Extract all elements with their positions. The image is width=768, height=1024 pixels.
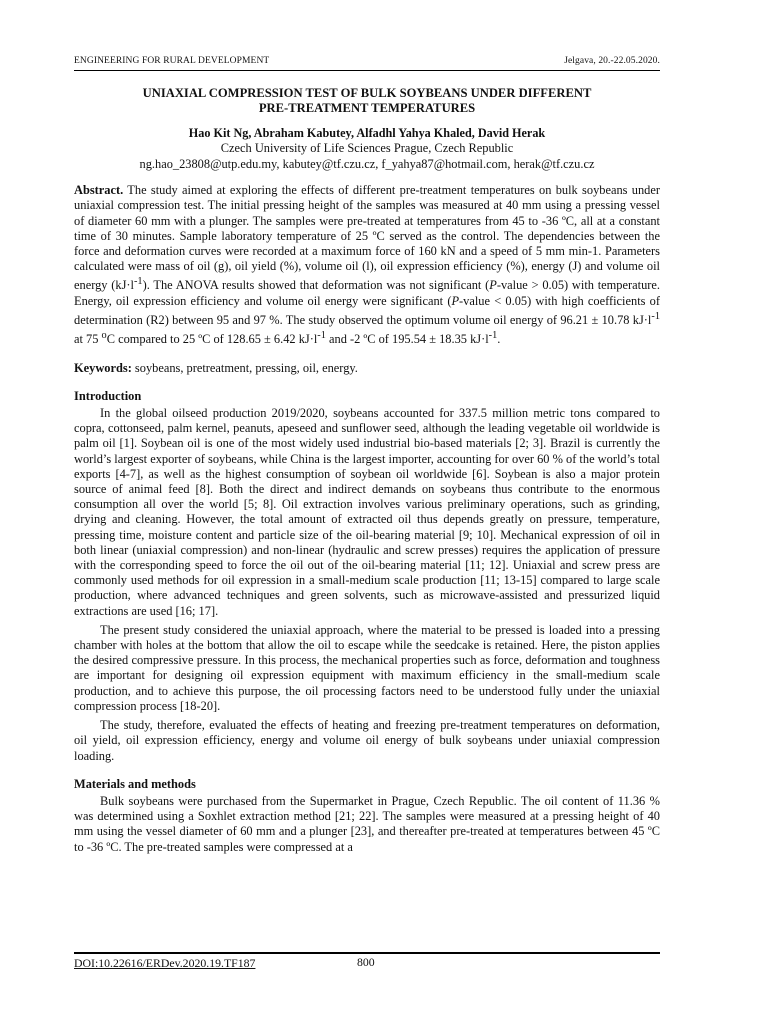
author-emails: ng.hao_23808@utp.edu.my, kabutey@tf.czu.cz, f_yahya87@hotmail.com, herak@tf.czu.cz (139, 156, 595, 171)
keywords-text: soybeans, pretreatment, pressing, oil, energy. (131, 360, 358, 375)
italic-p: P (489, 278, 497, 293)
superscript: -1 (133, 276, 143, 288)
methods-paragraph-1: Bulk soybeans were purchased from the Supermarket in Prague, Czech Republic. The oil content of 11.36 % was determined using a Soxhlet extraction method [21; 22]. The samples were measured at a pressing height of 40 mm using the vessel diameter of 60 mm and a plunger [23], and thereafter pre-treated at temperatures between 45 ºC to -36 ºC. The pre-treated samples were compressed at a (74, 793, 660, 854)
introduction-heading: Introduction (74, 388, 142, 403)
doi-link[interactable]: DOI:10.22616/ERDev.2020.19.TF187 (74, 956, 256, 970)
abstract-paragraph (74, 183, 660, 347)
keywords-label: Keywords: (74, 360, 132, 375)
abstract-text: C compared to 25 ºC of 128.65 ± 6.42 kJ·l (106, 332, 318, 347)
main-content (74, 86, 660, 855)
conference-location-date: Jelgava, 20.-22.05.2020. (564, 56, 660, 66)
abstract-text: at 75 (74, 332, 102, 347)
footer-rule (74, 952, 660, 954)
abstract-text: and -2 ºC of 195.54 ± 18.35 kJ·l (325, 332, 489, 347)
affiliation: Czech University of Life Sciences Prague, Czech Republic (220, 141, 514, 156)
title-line-1: UNIAXIAL COMPRESSION TEST OF BULK SOYBEANS UNDER DIFFERENT (142, 86, 592, 100)
introduction-paragraph-1: In the global oilseed production 2019/2020, soybeans accounted for 337.5 million metric tons compared to copra, cottonseed, palm kernel, peanuts, apeseed and sunflower seed, although the leading vegetable oil worldwide is palm oil [1]. Soybean oil is one of the most widely used industrial bio-based materials [2; 3]. Brazil is currently the world’s largest exporter of soybeans, while China is the largest importer, accounting for over 60 % of the world’s total exports [4-7], as well as the highest consumption of soybean oil worldwide [6]. Soybean is also a major protein source of animal feed [8]. Both the direct and indirect demands on soybeans thus contribute to the enormous consumption all over the world [5; 8]. Oil extraction involves various preliminary operations, such as grinding, drying and cleaning. However, the total amount of extracted oil thus depends greatly on pressure, temperature, pressing time, moisture content and particle size of the oil-bearing material [9; 10]. Mechanical expression of oil in both linear (uniaxial compression) and non-linear (hydraulic and screw presses) requires the application of pressure with the corresponding speed to force the oil out of the oil-bearing material [11; 12]. Uniaxial and screw press are commonly used methods for oil expression in a small-medium scale production [11; 13-15] compared to large scale production, where advanced techniques and green solvents, such as microwave-assisted and pressurized liquid extractions are used [16; 17]. (74, 406, 660, 618)
superscript: -1 (651, 310, 660, 322)
superscript: o (101, 330, 107, 342)
page-number: 800 (357, 955, 375, 969)
abstract-text: ). The ANOVA results showed that deformation was not significant ( (142, 278, 490, 293)
methods-heading: Materials and methods (74, 776, 196, 791)
abstract-text: -value > 0.05) with temperature. Energy, oil expression efficiency and volume oil energy were significant ( (74, 278, 660, 308)
introduction-paragraph-3: The study, therefore, evaluated the effects of heating and freezing pre-treatment temperatures on deformation, oil yield, oil expression efficiency, energy and volume oil energy of bulk soybeans under uniaxial compression loading. (74, 718, 660, 763)
author-list: Hao Kit Ng, Abraham Kabutey, Alfadhl Yahya Khaled, David Herak (188, 126, 546, 141)
introduction-paragraph-2: The present study considered the uniaxial approach, where the material to be pressed is loaded into a pressing chamber with holes at the bottom that allow the oil to escape while the seedcake is retained. Here, the piston applies the desired compressive pressure. In this process, the mechanical properties such as force, deformation and toughness are important for designing oil expression equipment with maximum efficiency in the small-medium scale production, and to achieve this purpose, the oil processing factors need to be understood fully under the uniaxial compression process [18-20]. (74, 622, 660, 713)
abstract-label: Abstract. (74, 183, 124, 198)
paper-title (74, 86, 660, 116)
abstract-text: -value < 0.05) with high coefficients of determination (R2) between 95 and 97 %. The study observed the optimum volume oil energy of 96.21 ± 10.78 kJ·l (74, 293, 660, 328)
superscript: -1 (488, 330, 498, 342)
keywords-paragraph (74, 361, 660, 376)
header-rule (74, 70, 660, 71)
journal-name: ENGINEERING FOR RURAL DEVELOPMENT (74, 56, 270, 66)
superscript: -1 (317, 330, 326, 342)
italic-p: P (451, 293, 460, 308)
title-line-2: PRE-TREATMENT TEMPERATURES (258, 101, 476, 116)
abstract-text: . (497, 332, 501, 347)
abstract-text: The study aimed at exploring the effects of different pre-treatment temperatures on bulk soybeans under uniaxial compression test. The initial pressing height of the samples was measured at 40 mm using a pressing vessel of diameter 60 mm with a plunger. The samples were pre-treated at temperatures from 45 to -36 ºC, all at a constant time of 30 minutes. Sample laboratory temperature of 25 ºC served as the control. The dependencies between the force and deformation curves were recorded at a maximum force of 160 kN and a speed of 5 mm min-1. Parameters calculated were mass of oil (g), oil yield (%), volume oil (l), oil expression efficiency (%), energy (J) and volume oil energy (kJ·l (74, 183, 660, 293)
